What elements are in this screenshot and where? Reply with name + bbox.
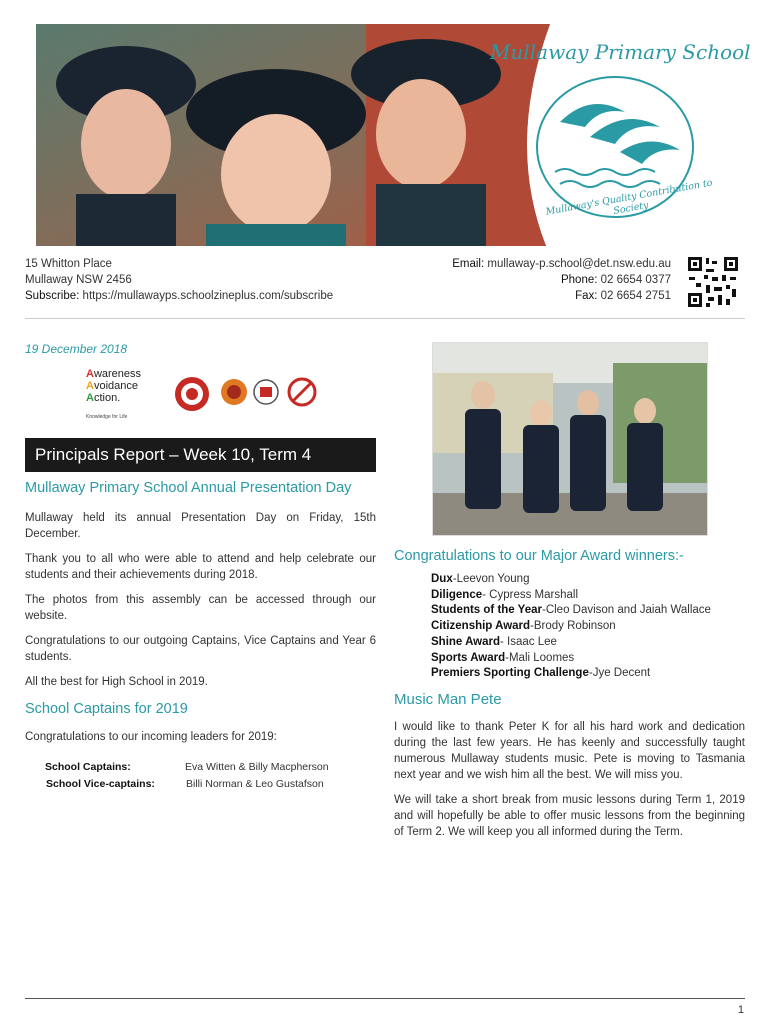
address-block (25, 256, 333, 304)
no-smoking-icon (289, 379, 315, 405)
header-photo (36, 24, 550, 246)
principals-report-banner (25, 438, 376, 472)
footer-divider (25, 998, 745, 999)
captains-table (45, 761, 329, 791)
address-line2: Mullaway NSW 2456 (25, 274, 132, 286)
subscribe-link[interactable]: https://mullawayps.schoolzineplus.com/subscribe (82, 290, 334, 302)
table-row (45, 761, 329, 777)
captain-names: Eva Witten & Billy Macpherson (185, 761, 329, 773)
phone-value: 02 6654 0377 (600, 274, 671, 286)
phone-line (452, 272, 671, 288)
fax-label: Fax: (575, 290, 598, 302)
header-divider (25, 318, 745, 319)
award-winners-photo (432, 342, 708, 536)
paragraph: Congratulations to our outgoing Captains, Vice Captains and Year 6 students. (25, 635, 376, 663)
contact-block (452, 256, 671, 304)
banner-title: Principals Report – Week 10, Term 4 (35, 445, 312, 464)
email-label: Email: (452, 258, 485, 270)
qr-code-icon (686, 255, 740, 309)
aaa-line2: Avoidance (86, 380, 138, 392)
list-item: Dux-Leevon Young (431, 573, 530, 585)
list-item: Shine Award- Isaac Lee (431, 635, 557, 648)
aaa-line3: Action. (86, 392, 121, 404)
school-motto: Mullaway's Quality Contribution to Society (544, 177, 714, 218)
aaa-logo (86, 368, 166, 428)
fax-line (452, 288, 671, 304)
awards-list (431, 572, 745, 682)
address-line1: 15 Whitton Place (25, 258, 112, 270)
safety-logos (172, 376, 322, 412)
section-title-presentation-day: Mullaway Primary School Annual Presentation Day (25, 480, 352, 496)
school-name: Mullaway Primary School (490, 40, 751, 64)
email-link[interactable]: mullaway-p.school@det.nsw.edu.au (487, 258, 671, 270)
list-item: Citizenship Award-Brody Robinson (431, 620, 616, 633)
award-photo-image (433, 343, 707, 535)
students-photo (36, 24, 550, 246)
ses-badge-icon (254, 380, 278, 404)
fire-brigade-badge-icon (175, 377, 209, 411)
list-item: Students of the Year-Cleo Davison and Jaiah Wallace (431, 604, 711, 617)
captain-role: School Vice-captains: (46, 778, 155, 790)
rfs-badge-icon (221, 379, 247, 405)
list-item: Premiers Sporting Challenge-Jye Decent (431, 667, 651, 680)
paragraph: Mullaway held its annual Presentation Day on Friday, 15th December. (25, 512, 376, 540)
paragraph: We will take a short break from music lessons during Term 1, 2019 and will hopefully be able to offer music lessons from the beginning of Term 2. We will keep you all informed during the Term. (394, 793, 745, 838)
qr-code[interactable] (686, 255, 740, 309)
issue-date: 19 December 2018 (25, 342, 128, 356)
list-item: Diligence- Cypress Marshall (431, 588, 578, 601)
paragraph: Thank you to all who were able to attend and help celebrate our students and their achievements during 2018. (25, 553, 376, 581)
right-column (394, 547, 745, 840)
left-column (25, 479, 376, 791)
paragraph: I would like to thank Peter K for all his hard work and dedication during the last few years. He has keenly and successfully taught numerous Mullaway students music. Pete is moving to Tasmania next year and we wish him all the best. We will miss you. (394, 720, 745, 781)
phone-label: Phone: (560, 274, 598, 286)
awards-title: Congratulations to our Major Award winners:- (394, 548, 684, 564)
section-title-captains: School Captains for 2019 (25, 701, 188, 717)
list-item: Sports Award-Mali Loomes (431, 651, 575, 664)
captain-names: Billi Norman & Leo Gustafson (186, 778, 324, 790)
aaa-line1: Awareness (86, 368, 142, 380)
page-number: 1 (737, 1004, 744, 1016)
aaa-tagline: Knowledge for Life (86, 414, 128, 420)
fax-value: 02 6654 2751 (600, 290, 671, 302)
paragraph: All the best for High School in 2019. (25, 676, 208, 688)
music-title: Music Man Pete (394, 690, 502, 708)
subscribe-line (25, 288, 333, 304)
subscribe-label: Subscribe: (25, 290, 80, 302)
email-line (452, 256, 671, 272)
paragraph: The photos from this assembly can be accessed through our website. (25, 594, 376, 622)
paragraph: Congratulations to our incoming leaders for 2019: (25, 731, 277, 743)
table-row (45, 777, 329, 791)
captain-role: School Captains: (45, 761, 131, 773)
